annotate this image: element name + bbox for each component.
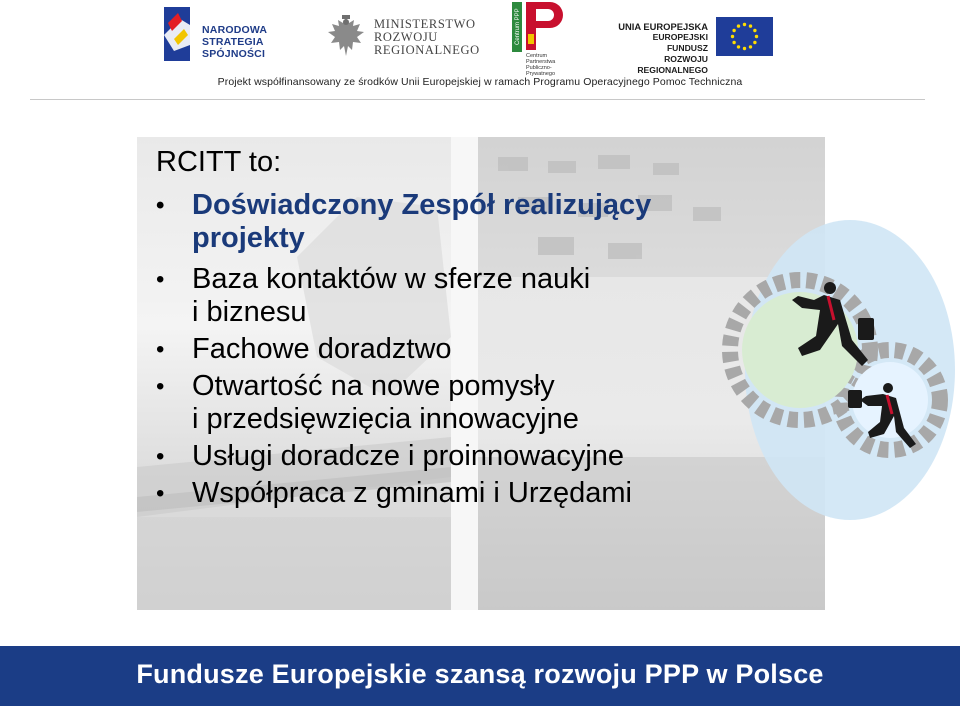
nss-line-1: NARODOWA: [202, 24, 268, 36]
bullet-text: • Baza kontaktów w sferze nauki: [192, 263, 591, 295]
ppp-vertical-text: Centrum PPP: [515, 8, 521, 45]
eu-star: [753, 41, 756, 44]
bullet-item: [156, 477, 736, 510]
eu-star: [732, 41, 735, 44]
footer-slogan: Fundusze Europejskie szansą rozwoju PPP w Polsce: [136, 659, 824, 689]
ppp-logo: [512, 2, 572, 77]
nss-logo-text: [202, 24, 300, 60]
eu-line-1: UNIA EUROPEJSKA: [618, 21, 708, 32]
bullet-text: i przedsięwzięcia innowacyjne: [192, 403, 579, 435]
eagle-emblem-icon: [326, 14, 366, 60]
bullet-text: projekty: [192, 222, 305, 254]
eu-line-2: EUROPEJSKI FUNDUSZ: [652, 32, 708, 53]
eu-star: [731, 35, 734, 38]
eu-star: [749, 24, 752, 27]
eu-star: [753, 29, 756, 32]
eu-flag-icon: [716, 17, 773, 56]
footer-banner: [0, 646, 960, 706]
bullet-item: [156, 333, 736, 366]
eu-line-3: ROZWOJU REGIONALNEGO: [637, 54, 708, 75]
ppp-logo-icon: [526, 0, 566, 52]
eu-star: [743, 47, 746, 50]
bullet-list: [156, 189, 736, 510]
bullet-text: • Usługi doradcze i proinnowacyjne: [192, 440, 625, 472]
project-tagline: Projekt współfinansowany ze środków Unii Europejskiej w ramach Programu Operacyjnego Pomoc Techniczna: [217, 76, 743, 88]
nss-logo: [160, 5, 300, 65]
nss-line-2: STRATEGIA SPÓJNOŚCI: [202, 36, 266, 60]
mrr-line-1: MINISTERSTWO: [374, 17, 476, 31]
bullet-item: [156, 370, 736, 436]
bullet-text: i biznesu: [192, 296, 307, 328]
bullet-item: [156, 189, 736, 255]
mrr-logo-text: [374, 18, 480, 57]
mrr-line-3: REGIONALNEGO: [374, 43, 480, 57]
header-divider: [30, 99, 925, 100]
bullet-text: • Doświadczony Zespół realizujący: [192, 189, 652, 221]
content-heading: RCITT to:: [156, 146, 282, 178]
eu-logo-text: [612, 21, 708, 76]
mrr-logo: [326, 12, 480, 62]
bullet-text: • Współpraca z gminami i Urzędami: [192, 477, 632, 509]
bullet-text: • Fachowe doradztwo: [192, 333, 452, 365]
ppp-vertical-bar: [512, 2, 522, 52]
ppp-caption: [526, 53, 576, 77]
eu-star: [743, 23, 746, 26]
ppp-caption-1: Centrum Partnerstwa: [526, 53, 556, 65]
main-content: [156, 145, 736, 514]
bullet-item: [156, 263, 736, 329]
eu-star: [749, 45, 752, 48]
eu-logo: [612, 14, 777, 75]
eu-star: [732, 29, 735, 32]
nss-logo-icon: [160, 5, 194, 63]
ppp-caption-2: Publiczno-Prywatnego: [526, 65, 556, 77]
eu-star: [737, 45, 740, 48]
bullet-text: • Otwartość na nowe pomysły: [192, 370, 555, 402]
bullet-item: [156, 440, 736, 473]
mrr-line-2: ROZWOJU: [374, 30, 438, 44]
eu-star: [737, 24, 740, 27]
eu-star: [755, 35, 758, 38]
header-logo-bar: [0, 0, 960, 100]
